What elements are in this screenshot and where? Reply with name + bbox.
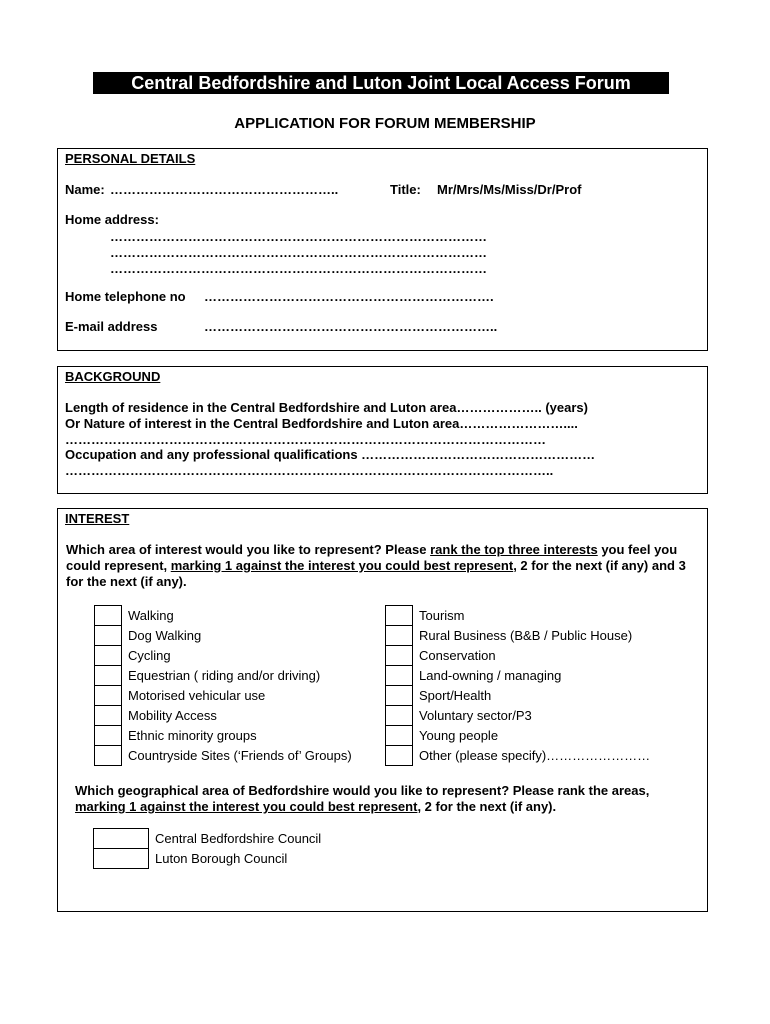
list-item bbox=[94, 849, 322, 869]
name-field[interactable]: …………………………………………….. bbox=[110, 182, 339, 197]
interest-label: Walking bbox=[128, 607, 174, 623]
list-item bbox=[386, 666, 651, 686]
interest-label: Ethnic minority groups bbox=[128, 727, 257, 743]
list-item bbox=[386, 746, 651, 766]
rank-box[interactable] bbox=[95, 726, 122, 746]
rank-box[interactable] bbox=[95, 646, 122, 666]
rank-box[interactable] bbox=[95, 666, 122, 686]
list-item bbox=[95, 706, 352, 726]
form-title: Central Bedfordshire and Luton Joint Local Access Forum bbox=[93, 72, 669, 94]
nature-of-interest-field[interactable]: Or Nature of interest in the Central Bedfordshire and Luton area…………………….... bbox=[65, 416, 578, 431]
list-item bbox=[386, 686, 651, 706]
interest-label: Sport/Health bbox=[419, 687, 492, 703]
geographical-area-instructions: Which geographical area of Bedfordshire would you like to represent? Please rank the areas, marking 1 against the interest you could best represent, 2 for the next (if any). bbox=[75, 783, 650, 814]
occupation-field[interactable]: Occupation and any professional qualifications ……………………………………………… bbox=[65, 447, 596, 462]
list-item bbox=[95, 726, 352, 746]
area-label: Luton Borough Council bbox=[155, 850, 288, 866]
list-item bbox=[95, 606, 352, 626]
home-address-line-1[interactable]: …………………………………………………………………………… bbox=[110, 229, 487, 244]
list-item bbox=[386, 706, 651, 726]
list-item bbox=[386, 606, 651, 626]
email-field[interactable]: ………………………………………………………….. bbox=[204, 319, 498, 334]
interest-label: Motorised vehicular use bbox=[128, 687, 266, 703]
interest-label: Voluntary sector/P3 bbox=[419, 707, 532, 723]
list-item bbox=[95, 746, 352, 766]
nature-of-interest-line[interactable]: ………………………………………………………………………………………………… bbox=[65, 432, 546, 447]
interest-label: Rural Business (B&B / Public House) bbox=[419, 627, 633, 643]
rank-box[interactable] bbox=[386, 726, 413, 746]
email-label: E-mail address bbox=[65, 319, 158, 334]
rank-box[interactable] bbox=[95, 626, 122, 646]
home-address-line-3[interactable]: …………………………………………………………………………… bbox=[110, 261, 487, 276]
title-options[interactable]: Mr/Mrs/Ms/Miss/Dr/Prof bbox=[437, 182, 582, 197]
rank-box[interactable] bbox=[386, 686, 413, 706]
interest-instructions: Which area of interest would you like to represent? Please rank the top three interests you feel you could represent, marking 1 against the interest you could best represent, 2 for the next (if any) and 3 for the next (if any). bbox=[66, 542, 686, 589]
personal-details-section bbox=[57, 148, 708, 351]
home-address-line-2[interactable]: …………………………………………………………………………… bbox=[110, 245, 487, 260]
name-label: Name: bbox=[65, 182, 105, 197]
rank-box[interactable] bbox=[95, 706, 122, 726]
home-telephone-field[interactable]: …………………………………………………………. bbox=[204, 289, 494, 304]
home-telephone-label: Home telephone no bbox=[65, 289, 186, 304]
interest-label: Conservation bbox=[419, 647, 496, 663]
list-item bbox=[95, 626, 352, 646]
rank-box[interactable] bbox=[386, 706, 413, 726]
interest-label: Land-owning / managing bbox=[419, 667, 562, 683]
interest-label: Countryside Sites (‘Friends of’ Groups) bbox=[128, 747, 352, 763]
rank-box[interactable] bbox=[95, 606, 122, 626]
list-item bbox=[95, 666, 352, 686]
form-subtitle: APPLICATION FOR FORUM MEMBERSHIP bbox=[234, 115, 536, 132]
geographical-area-list bbox=[93, 828, 322, 869]
list-item bbox=[95, 646, 352, 666]
interest-list-right bbox=[385, 605, 651, 766]
list-item bbox=[386, 646, 651, 666]
interest-label: Dog Walking bbox=[128, 627, 202, 643]
rank-box[interactable] bbox=[386, 646, 413, 666]
rank-box[interactable] bbox=[95, 746, 122, 766]
list-item bbox=[386, 626, 651, 646]
personal-details-heading: PERSONAL DETAILS bbox=[65, 151, 196, 166]
list-item bbox=[94, 829, 322, 849]
home-address-label: Home address: bbox=[65, 212, 159, 227]
rank-box[interactable] bbox=[95, 686, 122, 706]
interest-heading: INTEREST bbox=[65, 511, 130, 526]
rank-box[interactable] bbox=[386, 606, 413, 626]
list-item bbox=[386, 726, 651, 746]
rank-box[interactable] bbox=[386, 746, 413, 766]
rank-box[interactable] bbox=[94, 829, 149, 849]
background-heading: BACKGROUND bbox=[65, 369, 161, 384]
interest-label: Equestrian ( riding and/or driving) bbox=[128, 667, 321, 683]
interest-label: Other (please specify)…………………… bbox=[419, 747, 651, 763]
rank-box[interactable] bbox=[386, 666, 413, 686]
interest-label: Young people bbox=[419, 727, 499, 743]
interest-label: Mobility Access bbox=[128, 707, 217, 723]
interest-section bbox=[57, 508, 708, 912]
list-item bbox=[95, 686, 352, 706]
background-section bbox=[57, 366, 708, 494]
interest-label: Cycling bbox=[128, 647, 171, 663]
interest-list-left bbox=[94, 605, 352, 766]
residence-length-field[interactable]: Length of residence in the Central Bedfordshire and Luton area……………….. (years) bbox=[65, 400, 588, 415]
area-label: Central Bedfordshire Council bbox=[155, 830, 322, 846]
interest-label: Tourism bbox=[419, 607, 465, 623]
title-label: Title: bbox=[390, 182, 421, 197]
occupation-line[interactable]: ………………………………………………………………………………………………….. bbox=[65, 463, 554, 478]
rank-box[interactable] bbox=[94, 849, 149, 869]
rank-box[interactable] bbox=[386, 626, 413, 646]
